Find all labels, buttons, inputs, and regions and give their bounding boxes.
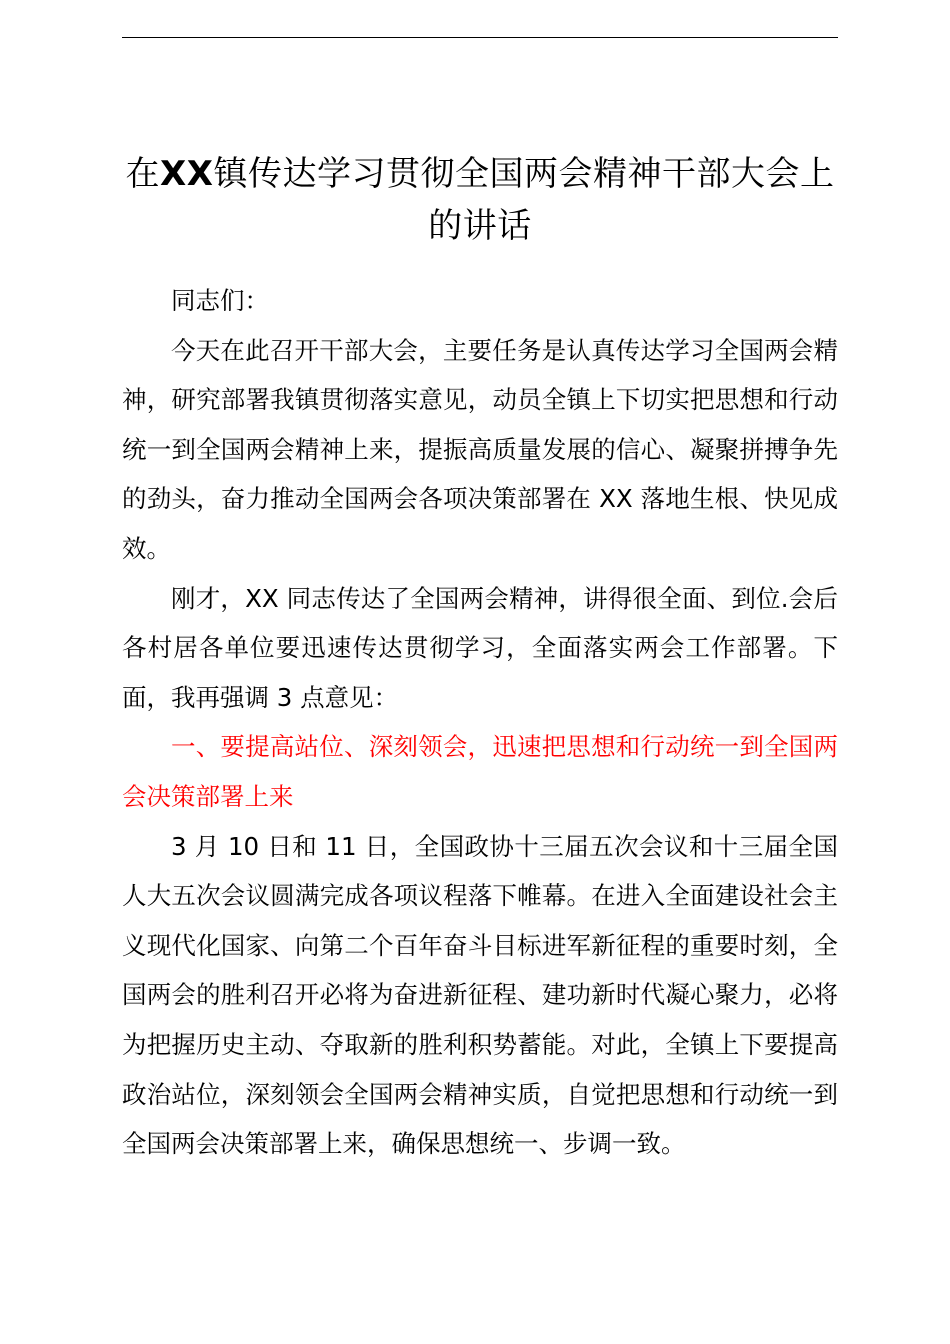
title-placeholder-xx: XX (160, 154, 214, 194)
page-title (122, 148, 838, 252)
greeting: 同志们： (171, 286, 269, 315)
paragraph-opinions: 刚才，XX 同志传达了全国两会精神，讲得很全面、到位.会后各村居各单位要迅速传达贯彻学习，全面落实两会工作部署。下面，我再强调 3 点意见： (122, 583, 838, 712)
paragraph-intro: 今天在此召开干部大会，主要任务是认真传达学习全国两会精神，研究部署我镇贯彻落实意见，动员全镇上下切实把思想和行动统一到全国两会精神上来，提振高质量发展的信心、凝聚拼搏争先的劲头，奋力推动全国两会各项决策部署在 XX 落地生根、快见成效。 (122, 335, 838, 563)
title-prefix: 在 (125, 154, 161, 194)
section-heading: 一、要提高站位、深刻领会，迅速把思想和行动统一到全国两会决策部署上来 (122, 732, 838, 811)
section-paragraph: 3 月 10 日和 11 日，全国政协十三届五次会议和十三届全国人大五次会议圆满完成各项议程落下帷幕。在进入全面建设社会主义现代化国家、向第二个百年奋斗目标进军新征程的重要时刻，全国两会的胜利召开必将为奋进新征程、建功新时代凝心聚力，必将为把握历史主动、夺取新的胜利积势蓄能。对此，全镇上下要提高政治站位，深刻领会全国两会精神实质，自觉把思想和行动统一到全国两会决策部署上来，确保思想统一、步调一致。 (122, 831, 838, 1159)
title-rest: 镇传达学习贯彻全国两会精神干部大会上的讲话 (213, 154, 835, 246)
document-body (122, 276, 838, 1169)
header-rule (122, 37, 838, 38)
